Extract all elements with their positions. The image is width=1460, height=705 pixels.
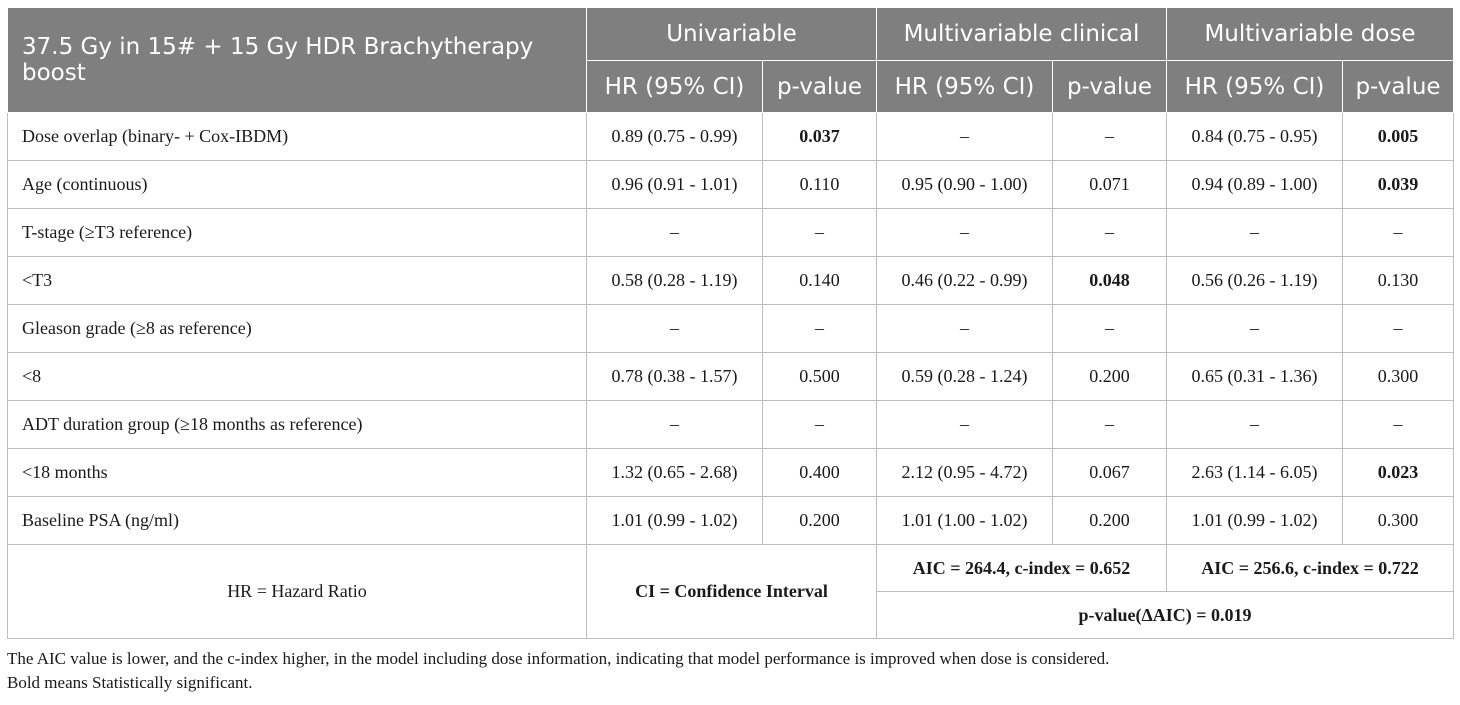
corner-title: 37.5 Gy in 15# + 15 Gy HDR Brachytherapy boost bbox=[8, 8, 587, 113]
univariable-p: 0.400 bbox=[763, 449, 877, 497]
dose-p: 0.005 bbox=[1343, 113, 1454, 161]
table-row bbox=[8, 113, 1454, 161]
row-label: <18 months bbox=[8, 449, 587, 497]
delta-aic-p-value: p-value(ΔAIC) = 0.019 bbox=[877, 592, 1454, 639]
dose-p: – bbox=[1343, 209, 1454, 257]
clinical-p: 0.071 bbox=[1053, 161, 1167, 209]
aic-note: The AIC value is lower, and the c-index higher, in the model including dose information, indicating that model performance is improved when dose is considered. bbox=[7, 649, 1110, 668]
dose-model-fit: AIC = 256.6, c-index = 0.722 bbox=[1167, 545, 1454, 592]
clinical-p: 0.200 bbox=[1053, 353, 1167, 401]
dose-hr: 2.63 (1.14 - 6.05) bbox=[1167, 449, 1343, 497]
table-row bbox=[8, 257, 1454, 305]
group-univariable: Univariable bbox=[587, 8, 877, 61]
table-row bbox=[8, 353, 1454, 401]
clinical-hr: 1.01 (1.00 - 1.02) bbox=[877, 497, 1053, 545]
clinical-p: 0.048 bbox=[1053, 257, 1167, 305]
univariable-p: – bbox=[763, 305, 877, 353]
clinical-hr: 0.95 (0.90 - 1.00) bbox=[877, 161, 1053, 209]
dose-hr-header: HR (95% CI) bbox=[1167, 61, 1343, 113]
univariable-hr-header: HR (95% CI) bbox=[587, 61, 763, 113]
row-label: <T3 bbox=[8, 257, 587, 305]
dose-p: – bbox=[1343, 401, 1454, 449]
bold-note: Bold means Statistically significant. bbox=[7, 673, 253, 692]
row-label: ADT duration group (≥18 months as reference) bbox=[8, 401, 587, 449]
hr-definition: HR = Hazard Ratio bbox=[8, 545, 587, 639]
clinical-p-header: p-value bbox=[1053, 61, 1167, 113]
table-row bbox=[8, 449, 1454, 497]
row-label: <8 bbox=[8, 353, 587, 401]
univariable-hr: 0.58 (0.28 - 1.19) bbox=[587, 257, 763, 305]
dose-p: – bbox=[1343, 305, 1454, 353]
group-multivariable-clinical: Multivariable clinical bbox=[877, 8, 1167, 61]
univariable-p: 0.500 bbox=[763, 353, 877, 401]
dose-hr: – bbox=[1167, 209, 1343, 257]
dose-hr: 1.01 (0.99 - 1.02) bbox=[1167, 497, 1343, 545]
dose-hr: 0.84 (0.75 - 0.95) bbox=[1167, 113, 1343, 161]
dose-p: 0.130 bbox=[1343, 257, 1454, 305]
row-label: Dose overlap (binary- + Cox-IBDM) bbox=[8, 113, 587, 161]
dose-hr: 0.94 (0.89 - 1.00) bbox=[1167, 161, 1343, 209]
group-multivariable-dose: Multivariable dose bbox=[1167, 8, 1454, 61]
clinical-hr: 2.12 (0.95 - 4.72) bbox=[877, 449, 1053, 497]
univariable-hr: 1.32 (0.65 - 2.68) bbox=[587, 449, 763, 497]
clinical-hr: 0.59 (0.28 - 1.24) bbox=[877, 353, 1053, 401]
table-row bbox=[8, 497, 1454, 545]
univariable-p-header: p-value bbox=[763, 61, 877, 113]
dose-p: 0.039 bbox=[1343, 161, 1454, 209]
table-notes bbox=[7, 647, 1453, 695]
clinical-hr: 0.46 (0.22 - 0.99) bbox=[877, 257, 1053, 305]
univariable-p: – bbox=[763, 209, 877, 257]
clinical-p: – bbox=[1053, 113, 1167, 161]
univariable-hr: 1.01 (0.99 - 1.02) bbox=[587, 497, 763, 545]
row-label: Age (continuous) bbox=[8, 161, 587, 209]
univariable-p: 0.037 bbox=[763, 113, 877, 161]
univariable-hr: 0.96 (0.91 - 1.01) bbox=[587, 161, 763, 209]
dose-p: 0.023 bbox=[1343, 449, 1454, 497]
dose-hr: – bbox=[1167, 401, 1343, 449]
univariable-hr: – bbox=[587, 305, 763, 353]
univariable-hr: 0.78 (0.38 - 1.57) bbox=[587, 353, 763, 401]
clinical-p: 0.200 bbox=[1053, 497, 1167, 545]
clinical-p: – bbox=[1053, 401, 1167, 449]
univariable-p: 0.140 bbox=[763, 257, 877, 305]
row-label: T-stage (≥T3 reference) bbox=[8, 209, 587, 257]
table-row bbox=[8, 401, 1454, 449]
results-table-container bbox=[7, 7, 1453, 695]
table-row bbox=[8, 209, 1454, 257]
clinical-hr: – bbox=[877, 401, 1053, 449]
row-label: Gleason grade (≥8 as reference) bbox=[8, 305, 587, 353]
univariable-hr: – bbox=[587, 401, 763, 449]
dose-p-header: p-value bbox=[1343, 61, 1454, 113]
dose-p: 0.300 bbox=[1343, 353, 1454, 401]
dose-hr: – bbox=[1167, 305, 1343, 353]
clinical-p: 0.067 bbox=[1053, 449, 1167, 497]
table-row bbox=[8, 305, 1454, 353]
univariable-p: 0.200 bbox=[763, 497, 877, 545]
clinical-p: – bbox=[1053, 209, 1167, 257]
row-label: Baseline PSA (ng/ml) bbox=[8, 497, 587, 545]
ci-definition: CI = Confidence Interval bbox=[587, 545, 877, 639]
univariable-hr: – bbox=[587, 209, 763, 257]
clinical-p: – bbox=[1053, 305, 1167, 353]
dose-hr: 0.65 (0.31 - 1.36) bbox=[1167, 353, 1343, 401]
clinical-hr-header: HR (95% CI) bbox=[877, 61, 1053, 113]
univariable-p: – bbox=[763, 401, 877, 449]
clinical-hr: – bbox=[877, 305, 1053, 353]
univariable-p: 0.110 bbox=[763, 161, 877, 209]
table-row bbox=[8, 161, 1454, 209]
dose-p: 0.300 bbox=[1343, 497, 1454, 545]
results-table bbox=[7, 7, 1454, 639]
clinical-model-fit: AIC = 264.4, c-index = 0.652 bbox=[877, 545, 1167, 592]
univariable-hr: 0.89 (0.75 - 0.99) bbox=[587, 113, 763, 161]
dose-hr: 0.56 (0.26 - 1.19) bbox=[1167, 257, 1343, 305]
clinical-hr: – bbox=[877, 113, 1053, 161]
clinical-hr: – bbox=[877, 209, 1053, 257]
